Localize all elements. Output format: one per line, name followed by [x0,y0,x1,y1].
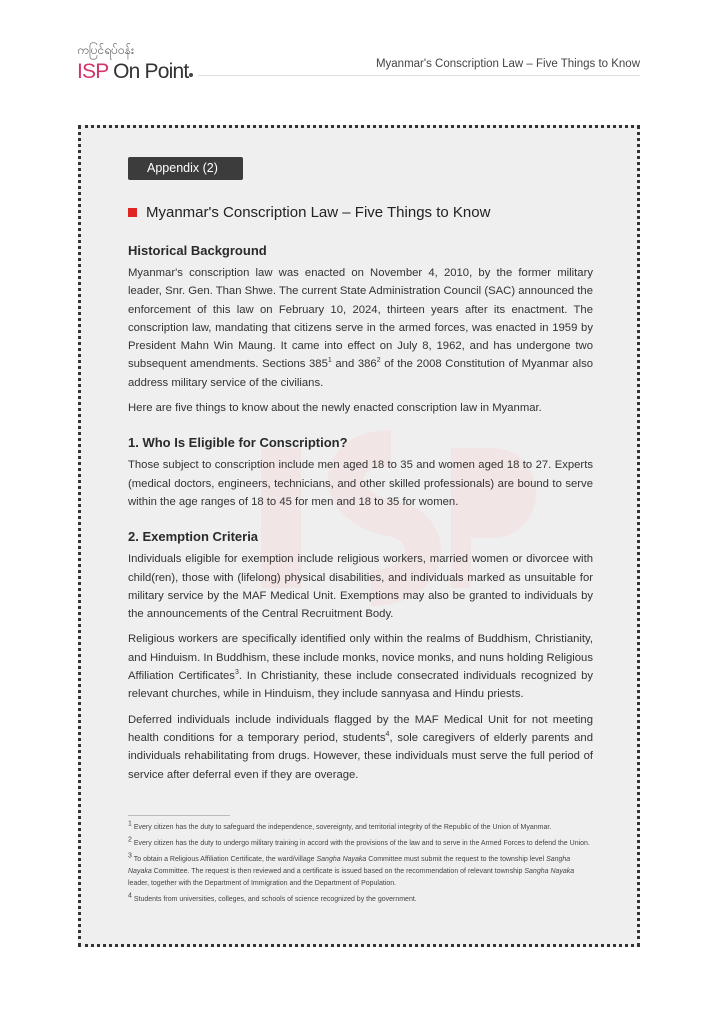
body-paragraph [128,711,593,784]
body-paragraph [128,456,593,511]
body-paragraph [128,264,593,392]
text-run: Every citizen has the duty to undergo military training in accord with the provisions of the law and to serve in the Armed Forces to defend the Union. [131,839,590,847]
title-text: Myanmar's Conscription Law – Five Things to Know [146,204,491,221]
logo-isp: ISP [77,60,109,83]
header-divider [198,75,640,76]
text-run: Sangha Nayaka [316,855,367,863]
section-heading: 1. Who Is Eligible for Conscription? [128,435,348,451]
footnote-ref: 2 [128,836,132,844]
footnote [128,822,593,834]
text-run: and 386 [331,358,377,371]
text-run: leader, together with the Department of Immigration and the Department of Population. [128,879,397,887]
footnote-ref: 3 [128,852,132,860]
text-run: Deferred individuals include individuals flagged by the MAF Medical Unit for not meeting health conditions for a temporary period, students [128,713,593,744]
footnote-ref: 1 [128,820,132,828]
section-title [128,204,593,221]
text-run: Sangha Nayaka [128,855,571,875]
footnote [128,894,593,906]
text-run: Myanmar's conscription law was enacted on November 4, 2010, by the former military leader, Snr. Gen. Than Shwe. The current State Administration Council (SAC) announced the enforcement of this law on February 10, 2024, thirteen years after its enactment. The conscription law, mandating that citizens serve in the armed forces, was enacted in 1959 by President Mahn Win Maung. It came into effect on July 8, 1962, and has undergone two subsequent amendments. Sections 385 [128,267,593,371]
text-run: Religious workers are specifically identified only within the realms of Buddhism, Christianity, and Hinduism. In Buddhism, these include monks, novice monks, and nuns holding Religious Affiliation Certificates [128,633,593,683]
text-run: Individuals eligible for exemption include religious workers, married women or divorcee with child(ren), those with (lifelong) physical disabilities, and individuals marked as unsuitable for military service by the MAF Medical Unit. Exemptions may also be granted to individuals by the announcements of the Central Recruitment Body. [128,553,593,621]
appendix-panel [78,125,640,947]
footnote-divider [128,815,230,816]
logo-burmese: ကပြင်ရပ်ဝန်း [77,43,134,57]
text-run: Students from universities, colleges, and schools of science recognized by the government. [131,895,417,903]
appendix-content [128,157,593,906]
footnote-ref: 4 [128,892,132,900]
section-heading: 2. Exemption Criteria [128,529,259,545]
appendix-badge: Appendix (2) [128,157,243,180]
footnote [128,854,593,890]
header-doc-title: Myanmar's Conscription Law – Five Things to Know [375,58,640,70]
text-run: To obtain a Religious Affiliation Certificate, the ward/village [131,855,317,863]
text-run: Committee. The request is then reviewed and a certificate is issued based on the recommendation of relevant township [151,867,525,875]
logo-on-point: On Point [108,60,189,83]
text-run: Every citizen has the duty to safeguard the independence, sovereignty, and territorial integrity of the Republic of the Union of Myanmar. [131,823,552,831]
footnote-ref: 2 [376,357,381,365]
text-run: Committee must submit the request to the township level [366,855,547,863]
body-paragraph [128,630,593,703]
section-heading: Historical Background [128,243,267,258]
logo [77,60,188,84]
footnote-ref: 3 [234,669,239,677]
footnote-ref: 1 [327,357,332,365]
text-run: of the 2008 Constitution of Myanmar also address military service of the civilians. [128,358,594,389]
text-run: . In Christianity, these include consecrated individuals recognized by relevant churches, while in Hinduism, they include sannyasa and Hindu priests. [128,670,593,701]
body-paragraph [128,550,593,623]
footnote [128,838,593,850]
logo-dot [189,73,193,77]
text-run: Those subject to conscription include men aged 18 to 35 and women aged 18 to 27. Experts (medical doctors, engineers, technicians, and other skilled professionals) are bound to serve within the age ranges of 18 to 45 for men and 18 to 35 for women. [128,459,593,508]
text-run: Here are five things to know about the newly enacted conscription law in Myanmar. [128,402,542,415]
text-run: , sole caregivers of elderly parents and individuals rehabilitating from drugs. However, these individuals must serve the full period of service after deferral even if they are overage. [128,731,593,781]
red-square-bullet-icon [128,208,137,217]
body-paragraph [128,399,593,417]
footnote-ref: 4 [385,731,390,739]
text-run: Sangha Nayaka [524,867,575,875]
